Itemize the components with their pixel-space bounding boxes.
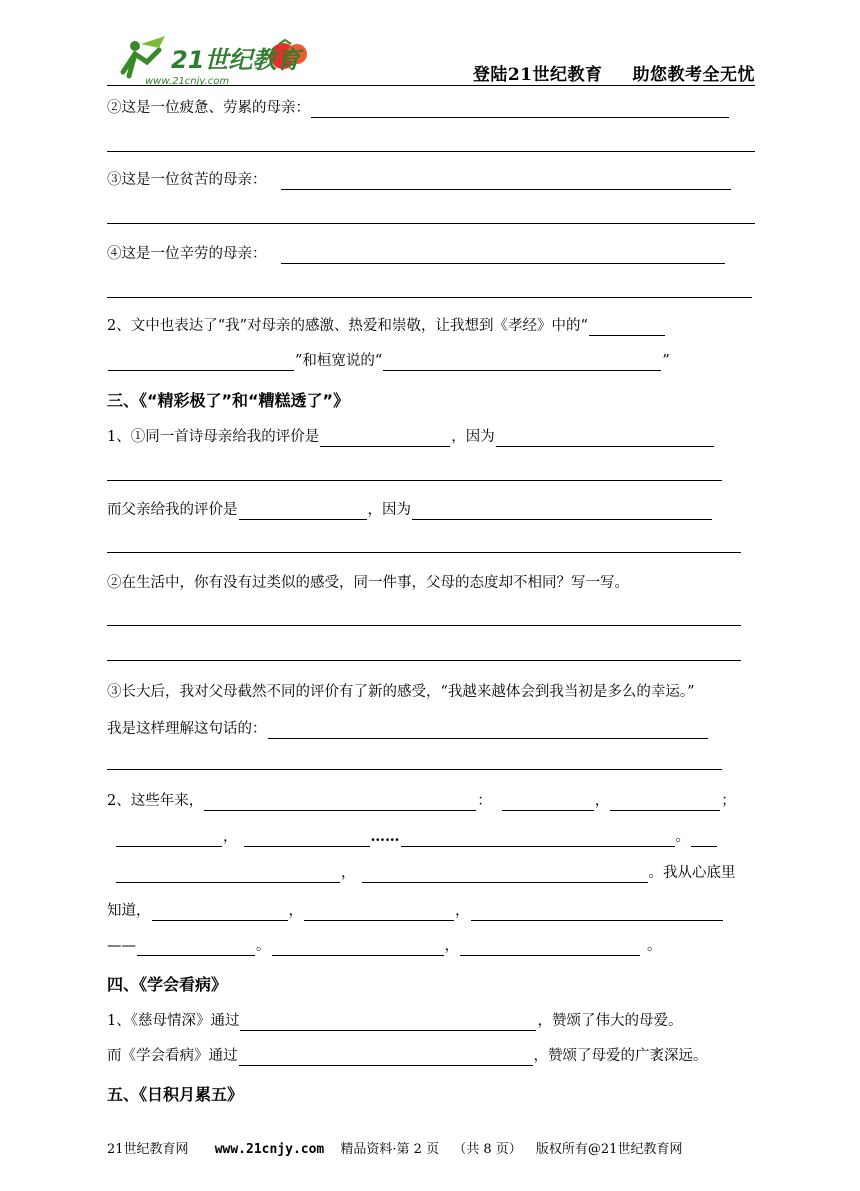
answer-blank[interactable]: [502, 794, 594, 811]
answer-blank[interactable]: [116, 830, 222, 847]
answer-blank[interactable]: [401, 830, 675, 847]
s3-q1-2: ②在生活中，你有没有过类似的感受，同一件事，父母的态度却不相同？写一写。: [107, 575, 629, 591]
s4-q1-a: 1、《慈母情深》通过 ，赞颂了伟大的母爱。: [107, 1013, 683, 1029]
answer-blank[interactable]: [281, 247, 725, 264]
answer-blank[interactable]: [412, 503, 712, 520]
answer-blank[interactable]: [691, 830, 717, 847]
slogan-left: 登陆21世纪教育: [472, 65, 603, 85]
page-header: [107, 22, 755, 88]
answer-blank[interactable]: [244, 830, 370, 847]
footer-copyright: 版权所有@21世纪教育网: [535, 1142, 683, 1157]
s3-q1-3: ③长大后，我对父母截然不同的评价有了新的感受，“我越来越体会到我当初是多么的幸运。”: [107, 684, 695, 700]
q2-question: 2、文中也表达了“我”对母亲的感激、热爱和崇敬，让我想到《孝经》中的“: [107, 316, 666, 336]
answer-line[interactable]: [107, 625, 741, 626]
s3-q2-a: 2、这些年来， ： ， ；: [107, 793, 736, 809]
answer-blank[interactable]: [471, 904, 723, 921]
answer-blank[interactable]: [496, 430, 714, 447]
answer-blank[interactable]: [320, 430, 450, 447]
header-divider: [107, 85, 755, 86]
answer-blank[interactable]: [610, 794, 720, 811]
q-item-3: ③这是一位贫苦的母亲：: [107, 170, 732, 190]
footer-site: 21世纪教育网: [107, 1142, 189, 1157]
footer-label: 精品资料·第 2 页: [340, 1142, 440, 1157]
footer-url[interactable]: www.21cnjy.com: [214, 1142, 325, 1157]
answer-blank[interactable]: [240, 1014, 536, 1031]
s3-q1-3b: 我是这样理解这句话的：: [107, 719, 709, 739]
answer-line[interactable]: [107, 552, 741, 553]
logo-url: www.21cnjy.com: [145, 76, 230, 87]
answer-line[interactable]: [107, 223, 755, 224]
answer-blank[interactable]: [362, 866, 648, 883]
answer-line[interactable]: [107, 480, 722, 481]
answer-blank[interactable]: [152, 904, 288, 921]
answer-blank[interactable]: [268, 722, 708, 739]
s3-q2-c: ， 。我从心底里: [115, 863, 736, 883]
answer-line[interactable]: [107, 151, 755, 152]
s3-q1-father: 而父亲给我的评价是 ，因为: [107, 500, 713, 520]
answer-line[interactable]: [107, 660, 741, 661]
page-footer: [107, 1138, 682, 1157]
s3-q2-d: 知道， ， ，: [107, 901, 724, 921]
s3-q2-e: —— 。 ， 。: [107, 938, 662, 954]
q-item-4: ④这是一位辛劳的母亲：: [107, 244, 726, 264]
answer-blank[interactable]: [304, 904, 454, 921]
logo-text: 21世纪教育: [171, 46, 301, 74]
answer-blank[interactable]: [137, 939, 255, 956]
logo-icon: [115, 32, 315, 88]
answer-blank[interactable]: [204, 794, 476, 811]
s3-q1-1: 1、①同一首诗母亲给我的评价是 ，因为: [107, 427, 715, 447]
logo: [115, 32, 315, 88]
answer-blank[interactable]: [116, 866, 340, 883]
answer-blank[interactable]: [239, 503, 367, 520]
footer-pages: （共 8 页）: [453, 1142, 522, 1157]
s3-q2-b: ， …… 。: [115, 827, 718, 847]
section-5-heading: 五、《日积月累五》: [107, 1085, 244, 1104]
header-slogan: [473, 60, 755, 85]
section-3-heading: 三、《“精彩极了”和“糟糕透了”》: [107, 391, 350, 410]
answer-blank[interactable]: [460, 939, 640, 956]
answer-line[interactable]: [107, 769, 722, 770]
slogan-right: 助您教考全无忧: [632, 65, 755, 85]
answer-blank[interactable]: [272, 939, 444, 956]
s4-q1-c: 而《学会看病》通过 ，赞颂了母爱的广袤深远。: [107, 1048, 708, 1064]
answer-line[interactable]: [107, 297, 752, 298]
answer-blank[interactable]: [311, 101, 729, 118]
q2-question-cont: ”和桓宽说的“ ”: [107, 351, 670, 371]
answer-blank[interactable]: [281, 173, 731, 190]
answer-blank[interactable]: [108, 354, 294, 371]
section-4-heading: 四、《学会看病》: [107, 975, 228, 994]
answer-blank[interactable]: [589, 319, 665, 336]
answer-blank[interactable]: [239, 1049, 533, 1066]
q-item-2: ②这是一位疲惫、劳累的母亲：: [107, 98, 730, 118]
answer-blank[interactable]: [383, 354, 661, 371]
